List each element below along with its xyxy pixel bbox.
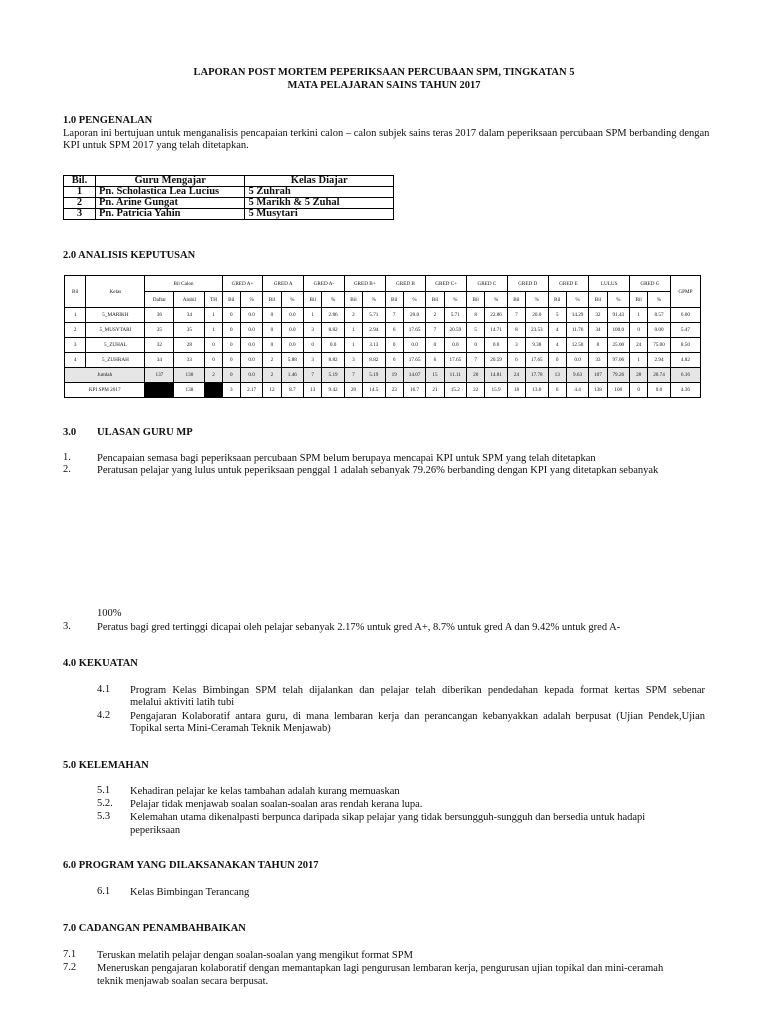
results-cell: 2.94 xyxy=(363,323,386,338)
results-cell: 28 xyxy=(174,338,205,353)
section-4-heading: 4.0 KEKUATAN xyxy=(63,658,138,669)
results-cell: 0.00 xyxy=(648,323,671,338)
item-text: Pelajar tidak menjawab soalan soalan-soalan aras rendah kerana lupa. xyxy=(130,799,423,810)
results-cell: 15.2 xyxy=(444,383,467,398)
results-cell xyxy=(145,383,174,398)
results-cell: Bil xyxy=(589,292,607,308)
results-cell: 33 xyxy=(589,353,607,368)
results-cell: 91.43 xyxy=(607,308,630,323)
results-cell: 14.5 xyxy=(363,383,386,398)
item-number: 5.2. xyxy=(97,798,113,809)
report-subtitle: MATA PELAJARAN SAINS TAHUN 2017 xyxy=(287,80,481,91)
results-cell: 8.82 xyxy=(322,323,345,338)
results-cell: 2.17 xyxy=(240,383,263,398)
results-cell: 4 xyxy=(548,338,566,353)
results-cell: 20.59 xyxy=(485,353,508,368)
results-cell: 0.0 xyxy=(240,353,263,368)
results-cell: % xyxy=(485,292,508,308)
results-cell: 2 xyxy=(426,308,444,323)
section-5-heading: 5.0 KELEMAHAN xyxy=(63,760,149,771)
results-cell: % xyxy=(444,292,467,308)
results-cell: 8 xyxy=(589,338,607,353)
results-cell: 5.71 xyxy=(363,308,386,323)
results-cell: 1 xyxy=(65,308,86,323)
results-cell: 15.9 xyxy=(485,383,508,398)
results-cell: 14.07 xyxy=(403,368,426,383)
results-cell: GRED A xyxy=(263,276,304,292)
cell: 3 xyxy=(64,209,96,220)
results-cell: 23 xyxy=(385,383,403,398)
results-cell: 75.00 xyxy=(648,338,671,353)
results-cell: 11.76 xyxy=(566,323,589,338)
results-cell: Bil xyxy=(65,276,86,308)
results-cell: 20.0 xyxy=(403,308,426,323)
results-cell: 138 xyxy=(174,383,205,398)
item-text: Kelemahan utama dikenalpasti berpunca daripada sikap pelajar yang tidak bersungguh-sungguh dan bersedia untuk hadapi xyxy=(130,812,646,823)
results-kpi-row xyxy=(65,383,701,398)
results-cell: 138 xyxy=(589,383,607,398)
results-cell: 0 xyxy=(222,308,240,323)
col-bil: Bil. xyxy=(64,176,96,187)
cell: Pn. Patricia Yahin xyxy=(95,209,245,220)
results-cell: 22 xyxy=(467,383,485,398)
results-cell: 3.13 xyxy=(363,338,386,353)
results-cell: % xyxy=(566,292,589,308)
results-cell: 1 xyxy=(630,353,648,368)
results-cell: 16.7 xyxy=(403,383,426,398)
results-cell: GRED C xyxy=(467,276,508,292)
item-text: Kehadiran pelajar ke kelas tambahan adalah kurang memuaskan xyxy=(130,786,400,797)
results-cell: 1 xyxy=(205,308,222,323)
report-title: LAPORAN POST MORTEM PEPERIKSAAN PERCUBAAN SPM, TINGKATAN 5 xyxy=(193,67,575,78)
results-cell: Bil xyxy=(507,292,525,308)
results-cell: 97.06 xyxy=(607,353,630,368)
results-cell: 0.0 xyxy=(240,323,263,338)
results-cell: 107 xyxy=(589,368,607,383)
results-cell: LULUS xyxy=(589,276,630,292)
results-cell: 12 xyxy=(263,383,281,398)
results-cell: 33 xyxy=(174,353,205,368)
item-text: Meneruskan pengajaran kolaboratif dengan memantapkan lagi pengurusan lembaran kerja, pengurusan ujian topikal dan mini-ceramah xyxy=(97,963,664,974)
teacher-table-header xyxy=(64,176,394,187)
results-cell: 0 xyxy=(222,338,240,353)
results-cell: 13 xyxy=(548,368,566,383)
section-1-heading: 1.0 PENGENALAN xyxy=(63,115,153,126)
results-cell: 0 xyxy=(222,353,240,368)
results-total-row xyxy=(65,368,701,383)
results-cell: Daftar xyxy=(145,292,174,308)
teacher-row xyxy=(64,187,394,198)
results-subheader-row xyxy=(65,292,701,308)
section-3-number: 3.0 xyxy=(63,427,77,438)
results-cell: Bil Calon xyxy=(145,276,222,292)
results-cell: 6 xyxy=(385,323,403,338)
results-cell: GRED A- xyxy=(304,276,345,292)
results-cell: Jumlah xyxy=(65,368,145,383)
results-cell: GRED B xyxy=(385,276,426,292)
results-cell: 0 xyxy=(426,338,444,353)
results-cell: 3 xyxy=(304,323,322,338)
results-cell: 2.94 xyxy=(648,353,671,368)
results-cell: 9.38 xyxy=(526,338,549,353)
results-cell: 1 xyxy=(344,338,362,353)
item-text: Program Kelas Bimbingan SPM telah dijalankan dan pelajar telah diberikan pendedahan kepada format kertas SPM sebenar xyxy=(130,685,705,696)
item-continuation: 100% xyxy=(97,608,122,619)
results-cell: 79.26 xyxy=(607,368,630,383)
results-cell: 100 xyxy=(607,383,630,398)
results-cell: 0.0 xyxy=(281,308,304,323)
results-cell: 8.7 xyxy=(281,383,304,398)
results-cell: 20.0 xyxy=(526,308,549,323)
results-cell: 8.82 xyxy=(363,353,386,368)
results-cell: 1 xyxy=(630,308,648,323)
results-cell: 5_MUSYTARI xyxy=(86,323,145,338)
results-cell: 9.63 xyxy=(566,368,589,383)
results-cell: Bil xyxy=(344,292,362,308)
results-cell: 25.00 xyxy=(607,338,630,353)
results-cell: 4.82 xyxy=(670,353,700,368)
cell: 5 Marikh & 5 Zuhal xyxy=(245,198,394,209)
results-cell: Ambil xyxy=(174,292,205,308)
results-cell: Bil xyxy=(467,292,485,308)
results-cell: 137 xyxy=(145,368,174,383)
results-cell: 0.0 xyxy=(444,338,467,353)
results-cell: 0 xyxy=(467,338,485,353)
results-cell: 14.81 xyxy=(485,368,508,383)
results-cell: Bil xyxy=(263,292,281,308)
results-cell: 17.65 xyxy=(526,353,549,368)
results-cell: 0.0 xyxy=(648,383,671,398)
results-cell: 34 xyxy=(589,323,607,338)
item-text-cont: Topikal serta Mini-Ceramah Teknik Menjawab) xyxy=(130,723,331,734)
results-cell: 3 xyxy=(304,353,322,368)
results-cell: Bil xyxy=(222,292,240,308)
results-cell: 32 xyxy=(145,338,174,353)
results-row xyxy=(65,323,701,338)
results-cell: 6 xyxy=(507,353,525,368)
teacher-row xyxy=(64,198,394,209)
results-cell: 0 xyxy=(630,383,648,398)
results-cell: 6 xyxy=(385,353,403,368)
results-cell: 35 xyxy=(174,323,205,338)
results-cell: 8 xyxy=(507,323,525,338)
results-cell: 3 xyxy=(222,383,240,398)
results-cell: 5_ZUHRAH xyxy=(86,353,145,368)
results-cell: 0 xyxy=(630,323,648,338)
results-cell: % xyxy=(240,292,263,308)
results-cell: 17.78 xyxy=(526,368,549,383)
results-cell: 0 xyxy=(205,353,222,368)
results-cell: 14.29 xyxy=(566,308,589,323)
results-cell: 23.53 xyxy=(526,323,549,338)
results-cell: 1 xyxy=(304,308,322,323)
results-cell: 2 xyxy=(344,308,362,323)
section-7-heading: 7.0 CADANGAN PENAMBAHBAIKAN xyxy=(63,923,246,934)
teacher-row xyxy=(64,209,394,220)
results-cell: 0 xyxy=(222,368,240,383)
results-cell: GRED G xyxy=(630,276,671,292)
results-cell: 13.0 xyxy=(526,383,549,398)
results-cell: 20.59 xyxy=(444,323,467,338)
results-cell: 0 xyxy=(548,353,566,368)
col-kelas: Kelas Diajar xyxy=(245,176,394,187)
results-cell: 35 xyxy=(145,323,174,338)
results-cell: 0.0 xyxy=(566,353,589,368)
results-cell: 24 xyxy=(630,338,648,353)
results-cell: 0.0 xyxy=(322,338,345,353)
results-cell xyxy=(205,383,222,398)
item-text: Pencapaian semasa bagi peperiksaan percubaan SPM belum berupaya mencapai KPI untuk SPM yang telah ditetapkan xyxy=(97,453,596,464)
results-cell: 0 xyxy=(263,338,281,353)
results-cell: 6 xyxy=(548,383,566,398)
section-2-heading: 2.0 ANALISIS KEPUTUSAN xyxy=(63,250,196,261)
results-cell: 7 xyxy=(507,308,525,323)
results-cell: GRED D xyxy=(507,276,548,292)
results-cell: Bil xyxy=(548,292,566,308)
results-cell: 34 xyxy=(145,353,174,368)
results-header-row xyxy=(65,276,701,292)
results-cell: 4.36 xyxy=(670,383,700,398)
results-cell: % xyxy=(281,292,304,308)
results-cell: 2 xyxy=(205,368,222,383)
results-cell: Bil xyxy=(304,292,322,308)
results-cell: 5.47 xyxy=(670,323,700,338)
item-number: 4.1 xyxy=(97,684,111,695)
results-cell: 6.00 xyxy=(670,308,700,323)
results-cell: 1 xyxy=(344,323,362,338)
results-cell: 15 xyxy=(426,368,444,383)
results-cell: 8.57 xyxy=(648,308,671,323)
results-cell: 5 xyxy=(548,308,566,323)
results-cell: 0 xyxy=(205,338,222,353)
results-cell: Kelas xyxy=(86,276,145,308)
results-cell: TH xyxy=(205,292,222,308)
results-cell: 1.46 xyxy=(281,368,304,383)
results-cell: 12.50 xyxy=(566,338,589,353)
item-number: 3. xyxy=(63,621,71,632)
results-cell: GPMP xyxy=(670,276,700,308)
teacher-table xyxy=(63,175,394,220)
results-cell: 7 xyxy=(344,368,362,383)
item-text-cont: teknik menjawab soalan secara berpusat. xyxy=(97,976,269,987)
results-cell: 5.19 xyxy=(363,368,386,383)
section-6-heading: 6.0 PROGRAM YANG DILAKSANAKAN TAHUN 2017 xyxy=(63,860,319,871)
results-cell: 32 xyxy=(589,308,607,323)
results-row xyxy=(65,353,701,368)
cell: 1 xyxy=(64,187,96,198)
results-cell: Bil xyxy=(426,292,444,308)
results-cell: KPI SPM 2017 xyxy=(65,383,145,398)
results-row xyxy=(65,338,701,353)
results-cell: GRED B+ xyxy=(344,276,385,292)
results-row xyxy=(65,308,701,323)
results-cell: 0 xyxy=(304,338,322,353)
results-cell: 20 xyxy=(344,383,362,398)
results-cell: 11.11 xyxy=(444,368,467,383)
results-cell: 28 xyxy=(630,368,648,383)
results-table xyxy=(64,275,701,398)
results-cell: 0 xyxy=(385,338,403,353)
results-cell: 20 xyxy=(467,368,485,383)
results-cell: 100.0 xyxy=(607,323,630,338)
results-cell: 34 xyxy=(174,308,205,323)
results-cell: 5.19 xyxy=(322,368,345,383)
item-text-cont: peperiksaan xyxy=(130,825,181,836)
results-cell: 0 xyxy=(263,308,281,323)
results-cell: Bil xyxy=(385,292,403,308)
results-cell: % xyxy=(607,292,630,308)
cell: 5 Zuhrah xyxy=(245,187,394,198)
item-text-cont: melalui aktiviti latih tubi xyxy=(130,697,235,708)
item-text: Kelas Bimbingan Terancang xyxy=(130,887,250,898)
results-cell: 6 xyxy=(426,353,444,368)
item-text: Peratusan pelajar yang lulus untuk peperiksaan penggal 1 adalah sebanyak 79.26% berbanding dengan KPI yang ditetapkan sebanyak xyxy=(97,465,659,476)
results-cell: 8.50 xyxy=(670,338,700,353)
results-cell: 0.0 xyxy=(240,308,263,323)
results-cell: 7 xyxy=(385,308,403,323)
intro-line-2: KPI untuk SPM 2017 yang telah ditetapkan. xyxy=(63,140,249,151)
results-cell: % xyxy=(526,292,549,308)
results-cell: 2.86 xyxy=(322,308,345,323)
results-cell: GRED A+ xyxy=(222,276,263,292)
results-cell: 17.65 xyxy=(403,353,426,368)
item-text: Pengajaran Kolaboratif antara guru, di mana lembaran kerja dan perancangan kebanyakkan adalah berpusat (Ujian Pendek,Ujian xyxy=(130,711,705,722)
results-cell: 6.16 xyxy=(670,368,700,383)
results-cell: Bil xyxy=(630,292,648,308)
cell: Pn. Arine Gungat xyxy=(95,198,245,209)
results-cell: 0.0 xyxy=(403,338,426,353)
results-cell: 17.65 xyxy=(444,353,467,368)
cell: 2 xyxy=(64,198,96,209)
results-cell: 3 xyxy=(65,338,86,353)
item-number: 7.1 xyxy=(63,949,77,960)
results-cell: 7 xyxy=(467,353,485,368)
item-text: Teruskan melatih pelajar dengan soalan-soalan yang mengikut format SPM xyxy=(97,950,413,961)
results-cell: 1 xyxy=(205,323,222,338)
results-cell: 19 xyxy=(385,368,403,383)
results-cell: 24 xyxy=(507,368,525,383)
results-cell: 0 xyxy=(222,323,240,338)
results-cell: 21 xyxy=(426,383,444,398)
results-cell: 2 xyxy=(263,368,281,383)
results-cell: 5_MARIKH xyxy=(86,308,145,323)
results-cell: 9.42 xyxy=(322,383,345,398)
results-cell: 4 xyxy=(548,323,566,338)
results-cell: 18 xyxy=(507,383,525,398)
results-cell: 7 xyxy=(426,323,444,338)
results-cell: 5_ZUHAL xyxy=(86,338,145,353)
results-cell: 130 xyxy=(174,368,205,383)
results-cell: 2 xyxy=(263,353,281,368)
results-cell: 5.71 xyxy=(444,308,467,323)
results-cell: GRED E xyxy=(548,276,589,292)
intro-line-1: Laporan ini bertujuan untuk menganalisis pencapaian terkini calon – calon subjek sains teras 2017 dalam peperiksaan percubaan SPM berbanding dengan xyxy=(63,128,710,139)
results-cell: 0.0 xyxy=(485,338,508,353)
results-cell: 7 xyxy=(304,368,322,383)
results-cell: 2 xyxy=(65,323,86,338)
item-number: 7.2 xyxy=(63,962,77,973)
results-cell: % xyxy=(403,292,426,308)
item-number: 2. xyxy=(63,464,71,475)
results-cell: 20.74 xyxy=(648,368,671,383)
item-text: Peratus bagi gred tertinggi dicapai oleh pelajar sebanyak 2.17% untuk gred A+, 8.7% untuk gred A dan 9.42% untuk gred A- xyxy=(97,622,621,633)
results-cell: 0.0 xyxy=(281,323,304,338)
results-cell: 5 xyxy=(467,323,485,338)
results-cell: 5.88 xyxy=(281,353,304,368)
results-cell: 0.0 xyxy=(240,338,263,353)
results-cell: 4 xyxy=(65,353,86,368)
results-cell: 14.71 xyxy=(485,323,508,338)
results-cell: 3 xyxy=(507,338,525,353)
col-guru: Guru Mengajar xyxy=(95,176,245,187)
results-cell: 0.0 xyxy=(240,368,263,383)
results-cell: 4.4 xyxy=(566,383,589,398)
item-number: 5.1 xyxy=(97,785,111,796)
results-cell: % xyxy=(648,292,671,308)
item-number: 4.2 xyxy=(97,710,111,721)
results-cell: GRED C+ xyxy=(426,276,467,292)
results-cell: 8.82 xyxy=(322,353,345,368)
results-cell: % xyxy=(322,292,345,308)
item-number: 1. xyxy=(63,452,71,463)
results-cell: 0 xyxy=(263,323,281,338)
results-cell: 13 xyxy=(304,383,322,398)
results-cell: 22.86 xyxy=(485,308,508,323)
cell: 5 Musytari xyxy=(245,209,394,220)
cell: Pn. Scholastica Lea Lucius xyxy=(95,187,245,198)
results-cell: 36 xyxy=(145,308,174,323)
results-cell: % xyxy=(363,292,386,308)
results-cell: 8 xyxy=(467,308,485,323)
results-cell: 17.65 xyxy=(403,323,426,338)
item-number: 6.1 xyxy=(97,886,111,897)
results-cell: 3 xyxy=(344,353,362,368)
item-number: 5.3 xyxy=(97,811,111,822)
section-3-heading: ULASAN GURU MP xyxy=(97,427,193,438)
results-cell: 0.0 xyxy=(281,338,304,353)
